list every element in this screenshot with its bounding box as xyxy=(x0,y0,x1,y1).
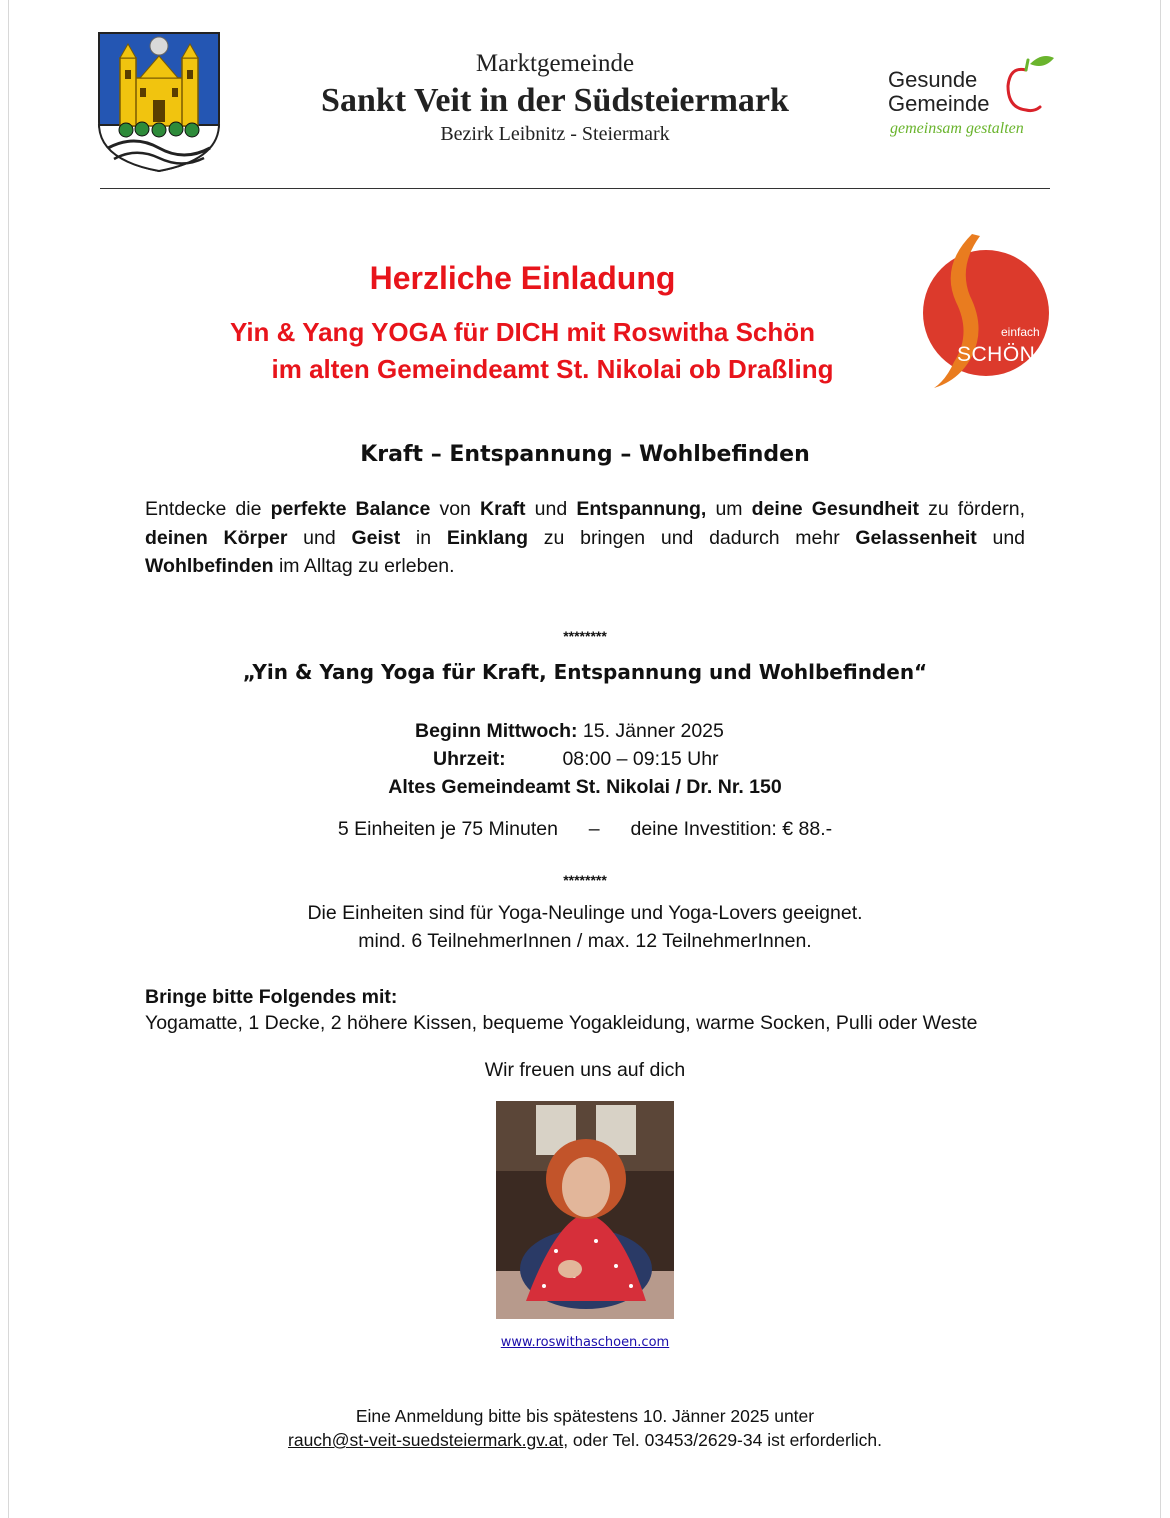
intro-bold: Geist xyxy=(351,526,401,549)
intro-text: und xyxy=(976,526,1026,549)
units-price-row xyxy=(150,818,1020,841)
coat-of-arms-icon xyxy=(96,30,222,174)
course-title: „Yin & Yang Yoga für Kraft, Entspannung und Wohlbefinden“ xyxy=(242,660,928,684)
district-name: Bezirk Leibnitz - Steiermark xyxy=(440,123,670,145)
intro-text: im Alltag zu erleben. xyxy=(273,555,455,577)
municipality-prefix: Marktgemeinde xyxy=(475,50,635,77)
subtitle-line2: im alten Gemeindeamt St. Nikolai ob Draßling xyxy=(271,354,834,384)
page-edge-right xyxy=(1160,0,1161,1518)
portrait-photo xyxy=(496,1101,674,1319)
apple-icon xyxy=(1000,52,1060,116)
intro-bold: Entspannung, xyxy=(576,498,707,520)
website-link[interactable]: www.roswithaschoen.com xyxy=(500,1335,670,1350)
registration-line2 xyxy=(150,1430,1020,1451)
registration-email-link[interactable]: rauch@st-veit-suedsteiermark.gv.at xyxy=(288,1430,564,1450)
registration-line1: Eine Anmeldung bitte bis spätestens 10. Jänner 2025 unter xyxy=(355,1406,815,1426)
intro-bold: Einklang xyxy=(446,526,529,549)
einfach-text: einfach xyxy=(1001,325,1040,339)
intro-text: und xyxy=(287,526,352,549)
intro-text: und xyxy=(525,498,577,520)
municipality-name: Sankt Veit in der Südsteiermark xyxy=(321,82,789,119)
time-row xyxy=(433,748,719,771)
begin-value: 15. Jänner 2025 xyxy=(582,720,724,742)
intro-bold: Gelassenheit xyxy=(855,526,977,549)
suitability-line2: mind. 6 TeilnehmerInnen / max. 12 TeilnehmerInnen. xyxy=(358,930,812,952)
bring-label: Bringe bitte Folgendes mit: xyxy=(145,986,398,1008)
gesunde-line2: Gemeinde xyxy=(888,91,990,116)
bring-items: Yogamatte, 1 Decke, 2 höhere Kissen, bequeme Yogakleidung, warme Socken, Pulli oder Weste xyxy=(145,1012,978,1034)
header-divider xyxy=(100,188,1050,189)
intro-text: in xyxy=(400,526,447,549)
units-dash: – xyxy=(588,818,600,840)
intro-paragraph xyxy=(145,495,1025,581)
registration-phone-text: , oder Tel. 03453/2629-34 ist erforderlich. xyxy=(563,1430,882,1450)
intro-text: von xyxy=(430,498,481,520)
begin-row xyxy=(415,720,724,743)
intro-text: um xyxy=(706,498,752,520)
intro-text: Entdecke die xyxy=(145,498,271,520)
subtitle-line1: Yin & Yang YOGA für DICH mit Roswitha Schön xyxy=(229,317,816,347)
separator-stars: ******** xyxy=(563,628,607,644)
units-text: 5 Einheiten je 75 Minuten xyxy=(337,818,558,840)
price-text: deine Investition: € 88.- xyxy=(630,818,833,840)
location: Altes Gemeindeamt St. Nikolai / Dr. Nr. 150 xyxy=(388,776,782,798)
gesunde-tagline: gemeinsam gestalten xyxy=(890,120,1024,137)
intro-bold: perfekte Balance xyxy=(270,498,431,520)
gesunde-line1: Gesunde xyxy=(888,67,978,92)
intro-bold: Kraft xyxy=(480,498,526,520)
greeting: Wir freuen uns auf dich xyxy=(484,1059,686,1081)
page-title: Herzliche Einladung xyxy=(369,260,676,296)
page-edge-left xyxy=(8,0,9,1518)
tagline: Kraft – Entspannung – Wohlbefinden xyxy=(360,442,810,467)
intro-text: zu fördern, xyxy=(918,498,1026,520)
intro-bold: deine Gesundheit xyxy=(751,498,919,520)
schoen-text: SCHÖN xyxy=(957,343,1036,366)
intro-bold: Wohlbefinden xyxy=(145,555,274,577)
intro-text: zu bringen und dadurch mehr xyxy=(528,526,856,549)
einfach-schoen-logo xyxy=(920,230,1052,392)
begin-label: Beginn Mittwoch: xyxy=(415,720,578,742)
separator-stars: ******** xyxy=(563,872,607,888)
intro-bold: deinen Körper xyxy=(145,526,288,549)
suitability-line1: Die Einheiten sind für Yoga-Neulinge und Yoga-Lovers geeignet. xyxy=(307,902,863,924)
time-value: 08:00 – 09:15 Uhr xyxy=(562,748,719,770)
time-label: Uhrzeit: xyxy=(433,748,506,770)
